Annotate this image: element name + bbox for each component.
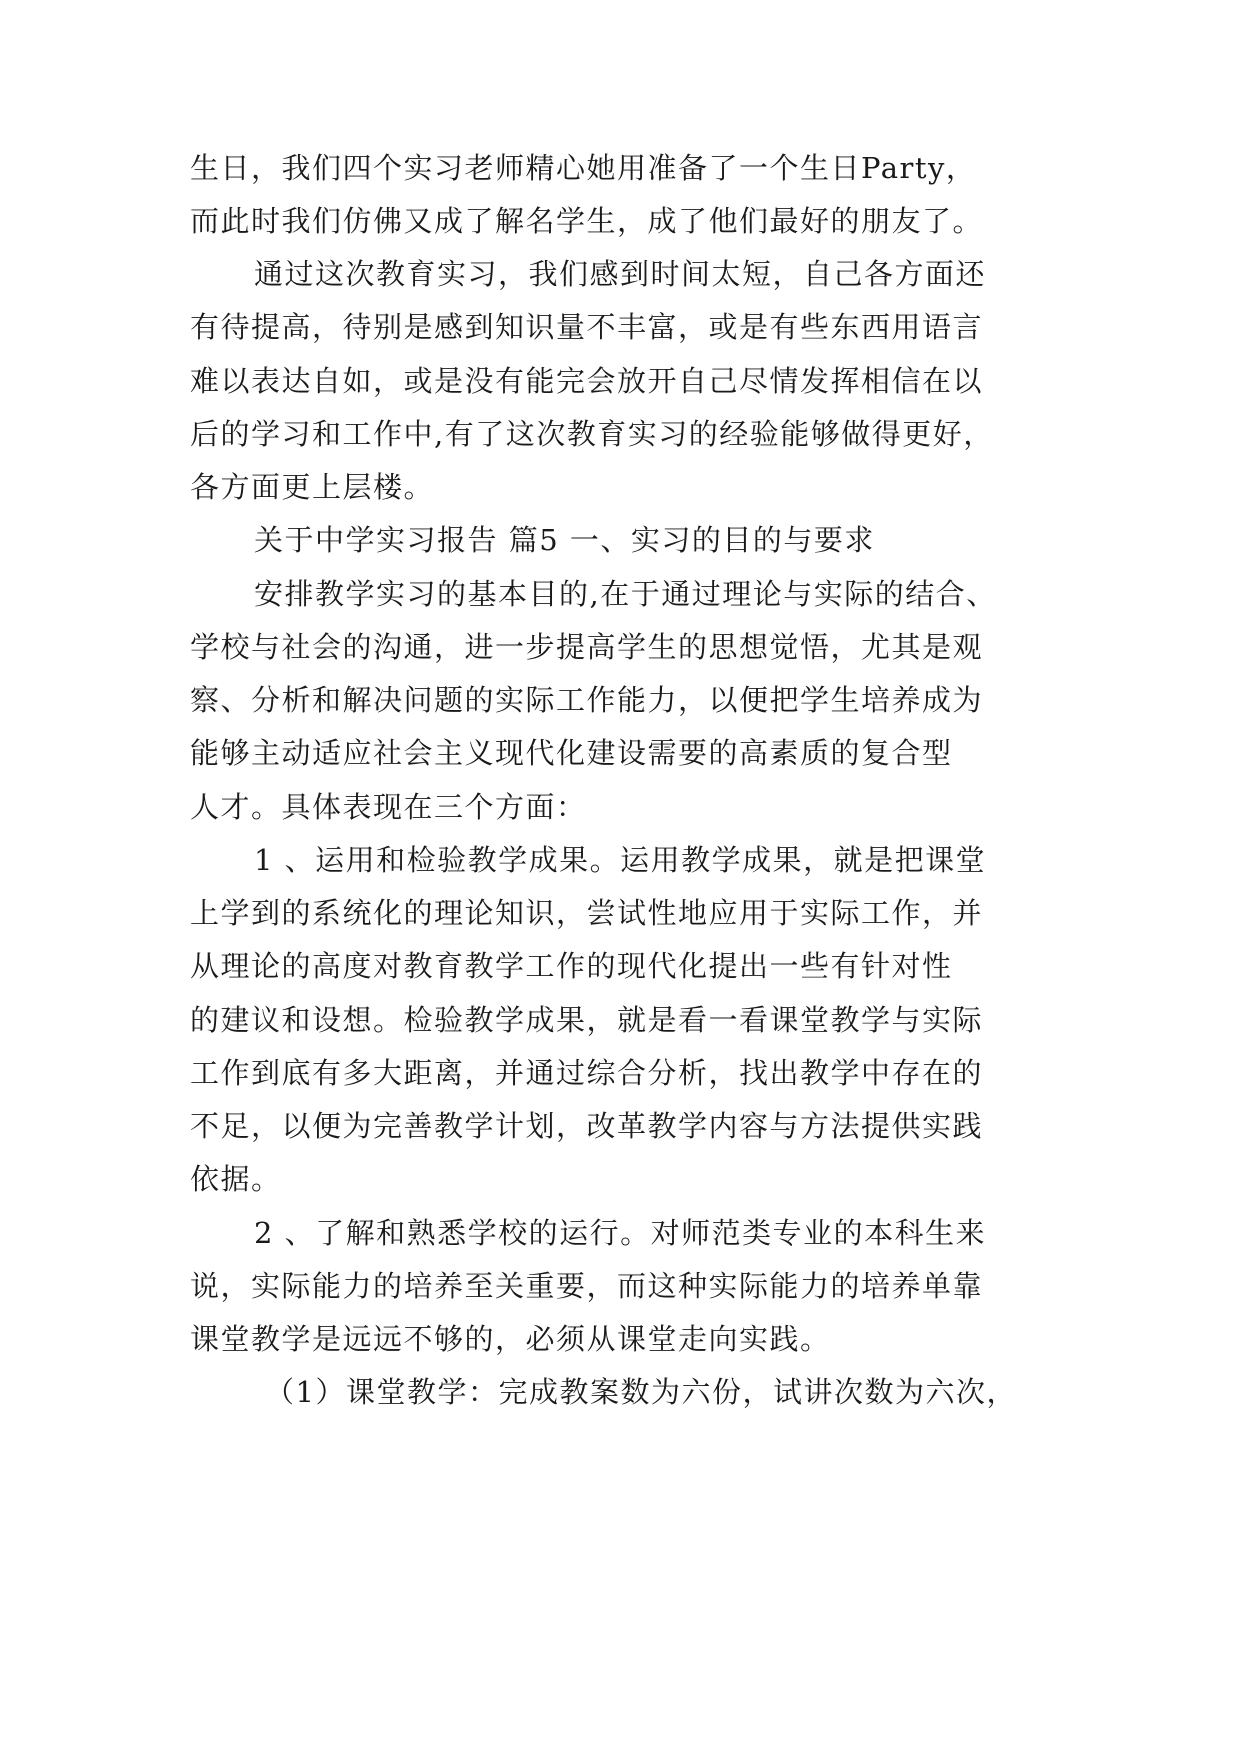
text-line: 课堂教学是远远不够的，必须从课堂走向实践。 [190,1322,831,1356]
text-line: 2 、了解和熟悉学校的运行。对师范类专业的本科生来 [254,1216,987,1250]
text-line: 有待提高，待别是感到知识量不丰富，或是有些东西用语言 [190,310,984,344]
text-line: 安排教学实习的基本目的,在于通过理论与实际的结合、 [254,577,997,611]
text-line: 上学到的系统化的理论知识，尝试性地应用于实际工作，并 [190,896,984,930]
text-line: 从理论的高度对教育教学工作的现代化提出一些有针对性 [190,949,953,983]
text-line: 通过这次教育实习，我们感到时间太短，自己各方面还 [254,257,987,291]
text-line: 学校与社会的沟通，进一步提高学生的思想觉悟，尤其是观 [190,630,984,664]
text-line: 的建议和设想。检验教学成果，就是看一看课堂教学与实际 [190,1003,984,1037]
text-line: 后的学习和工作中,有了这次教育实习的经验能够做得更好， [190,417,994,451]
text-line: 各方面更上层楼。 [190,470,435,504]
text-line: 能够主动适应社会主义现代化建设需要的高素质的复合型 [190,736,953,770]
text-line: 说，实际能力的培养至关重要，而这种实际能力的培养单靠 [190,1269,984,1303]
text-line: 1 、运用和检验教学成果。运用教学成果，就是把课堂 [254,843,987,877]
text-line: 依据。 [190,1162,282,1196]
text-line: 不足，以便为完善教学计划，改革教学内容与方法提供实践 [190,1109,984,1143]
section-heading: 关于中学实习报告 篇5 一、实习的目的与要求 [254,523,875,557]
text-line: 人才。具体表现在三个方面： [190,790,587,824]
text-line: （1）课堂教学：完成教案数为六份，试讲次数为六次， [265,1375,1017,1409]
text-line: 生日，我们四个实习老师精心她用准备了一个生日Party， [190,151,977,185]
text-line: 而此时我们仿佛又成了解名学生，成了他们最好的朋友了。 [190,204,984,238]
text-line: 察、分析和解决问题的实际工作能力，以便把学生培养成为 [190,683,984,717]
text-line: 工作到底有多大距离，并通过综合分析，找出教学中存在的 [190,1056,984,1090]
text-line: 难以表达自如，或是没有能完会放开自己尽情发挥相信在以 [190,364,984,398]
